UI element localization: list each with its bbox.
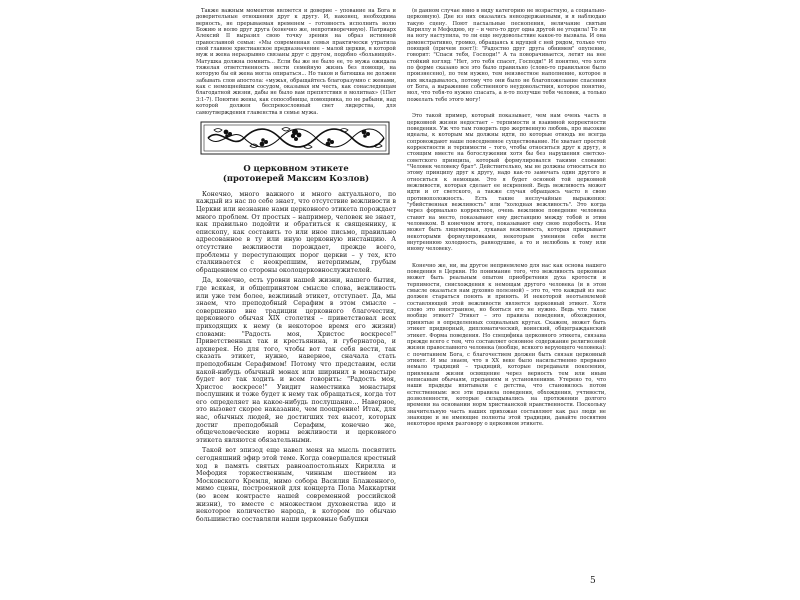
article-title	[196, 163, 396, 183]
left-column	[196, 8, 396, 594]
body-paragraph: Да, конечно, есть уровни нашей жизни, нашего бытия, где всякая, и общепринятом смысле слова, вежливость или уже тем более, вежливый этикет, отступает. Да, мы знаем, что преподобный Серафим в этом смысле – совершенно вне традиции церковного благочестия, церковного обычая XIX столетия – приветствовал всех приходящих к нему (в некоторое время его жизни) словами: "Радость моя, Христос воскресе!" Приветственных так и крестьянина, и губернатора, и архиерея. Но для того, чтобы вот так себя вести, так сказать этикет, нужно, наверное, сначала стать преподобным Серафимом! Потому что представим, если какой-нибудь обычный монах или ширинил в монастыре будет вот так ходить и всем говорить: "Радость моя, Христос воскресе!" Увидит наместника монастыря послушник и тоже будет к нему так обращаться, когда тот его определяет на какое-нибудь послушание... Наверное, это вызовет скорее наказание, чем поощрение! Итак, для нас, обычных людей, не достигших тех высот, которых достиг преподобный Серафим, конечно же, общечеловеческие нормы вежливости и церковного этикета являются обязательными.	[196, 277, 396, 444]
decorative-vine-ornament-icon	[200, 121, 390, 155]
body-paragraph: Конечно, много важного и много актуального, по каждый из нас по себе знает, что отсутствие вежливости в Церкви или незнание нами церковного этикета порождает много проблем. От простых – например, человек не знает, как правильно подойти и обратиться к священнику, к епископу, как составить то или иное письмо, правильно адресованное в ту или иную церковную инстанцию. А отсутствие вежливости порождает, прежде всего, проблемы у переступающих порог церкви – у тех, кто сталкивается с неокрепшим, нетерпимым, грубым обращением со стороны околоцерковнослужителей.	[196, 190, 396, 274]
right-column	[407, 8, 606, 594]
body-paragraph: (в данном случае явно в виду категорию не возрастную, а социально-церковную). Две из них оказались невоздержанными, и я наблюдаю такую сцену. Поют пасхальные песнопения, величание святым Кириллу и Мефодию, ну – и чего-то друг одна другой не угодила! То ли на ногу наступила, то ли еще неудовольствие какое-то вызвала. И она демонстративно, громко, обращаясь к идущей с ней рядом, только что поющей (причем поет!): "Радостно друг друга обнимем" опупение, говорит: "Спаси тебя, Господи!" А та поворачивается, летит на нее стойкий взгляд: "Нет, это тебя спасет, Господи!" И понятно, что хотя по форме сказано все это было правильно (слово-то правильное было произнесено), по тем нужно, тем неизвестное наполнение, которое в них вкладывалось, потому что они было не благопожелание спасения от Бога, а выражение собственного неудовольствия, которое понятно, мол, что тебя-то нужно спасать, а я-то получше тебя человек, а только пожелать тебе этого могу!	[407, 8, 606, 103]
article-title-author: (протоиерей Максим Козлов)	[222, 172, 370, 183]
intro-paragraph: Также важным моментом является и доверие – упование на Бога и доверительные отношения друг к другу. И, наконец, необходима верность, не прерываемая временем – готовность исполнить волю Божию и волю друг друга (конечно же, непротиворечивую). Патриарх Алексий II выразил свою точку зрения на образ истинной православной семьи: «Мы современная семья практически утратила свой главное христианское предназначение – малой церкви, в которой муж и жена неразрывно связаны друг с другом, подобно «больницей». Матушка должна помнить... Если бы же не было ее, то мужа ожидала тяжелая ответственность вести семейную жизнь без помощи, на которую бы ей жена могла опираться... Но таков и батюшка не должен забывать слов апостола: «мужья, обращайтесь благоразумно с женами, как с немощнейшим сосудом, оказывая им честь, как сонаследницам благодатной жизни, дабы не было вам препятствия в молитвах» (1Пет 3:1-7). Понятие жены, как сопособницы, помощника, по не рабыни, над которой должен беспрекословный свет лидерства, для самоутверждения главенства в семье мужа.	[196, 8, 396, 116]
article-title-main: О церковном этикете	[243, 162, 349, 173]
page-number: 5	[590, 576, 596, 586]
body-paragraph: Конечно же, ни, вы другое неприемлемо для нас как основа нашего поведения в Церкви. Но понимание того, что вежливость церковная может быть реальным опытом приобретения духа кротости и терпимости, снисхождения к немощам другого человека (и в этом смысле оказаться нам духовно полезной) – это то, что каждый из нас должен стараться понять и принять. И некоторой неотъемлемой составляющей этой вежливости является церковный этикет. Хотя слово это иностранное, но бояться его не нужно. Ведь что такое вообще этикет? Этикет – это правила поведения, обхождения, принятые в определенных социальных кругах. Скажем, может быть этикет придворный, дипломатический, воинский, общегражданский этикет. Форма поведения. Но специфика церковного этикета, связана прежде всего с тем, что составляет основное содержание религиозной жизни православного человека (вообще, всякого верующего человека): с почитанием Бога, с благочестием должен быть связан церковный этикет. И мы знаем, что в XX веке было насильственно прервано немало традиций – традиций, которые передавали поколения, привлекали жизни освящение через верность тем или иным неписаным обычаям, преданиям и установлениям. Утерено то, что наши прадеды впитывали с детства, что становилось потом естественным: все эти правила поведения, обхождения, учтивости, дозволенности, которые складывались на протяжении долгого времени на основании норм христианской нравственности. Поскольку значительную часть наших прихожан составляют как раз люди не знающие и не имеющие полноты этой традиции, давайте посвятим некоторое время разговору о церковном этикете.	[407, 262, 606, 428]
body-paragraph: Это такой пример, который показывает, чем нам очень часть в церковной жизни недостает – терпимости и взаимной корректности поведения. Уж что там говорить про жертвенную любовь, про высокие идеалы, к которым мы должны идти, по которые отнюдь не всегда сопровождают наше повседневное существование. Не хватает простой корректности и терпимости – того, чтобы относиться друг к другу, я стоящим вместе на богослужении хотя бы без нарушения светско-советского принципа, который формулировался такими словами: "Человек человеку брат". Действительно, мы не должны относиться по этому принципу друг к другу, надо как-то замечать один другого и относиться к немощам. Это я будет основой той церковной вежливости, которая сделает ее искренней. Ведь вежливость может идти и от светского, а также случая обращаясь часто в свою противоположность. Есть такие неслучайные выражения: "убийственная вежливость" или "холодная вежливость". Это когда через формально корректное, очень вежливое поведение человека ставят на место, показывают ему дистанцию между тобой и этим человеком. В конечном итоге, показывают ему свою подобость. Или может быть лицемерная, лукавая вежливость, которая прикрывает некоторыми формулировками, некоторым умением себя вести внутреннюю холодность, равнодушие, а то и нелюбовь к тому или иному человеку.	[407, 113, 606, 253]
body-paragraph: Такой вот эпизод еще навел меня на мысль посвятить сегодняшний эфир этой теме. Когда совершался крестный ход в память святых равноапостольных Кирилла и Мефодия торжественным, чинным шествием из Московского Кремля, мимо собора Василия Блаженного, мимо сцены, построенной для концерта Пола Маккартни (во всем контрасте нашей современной российской жизни), то вместе с множеством духовенства идо и некоторое количество народа, в котором по обычаю большинство составляли наши церковные бабушки	[196, 447, 396, 523]
